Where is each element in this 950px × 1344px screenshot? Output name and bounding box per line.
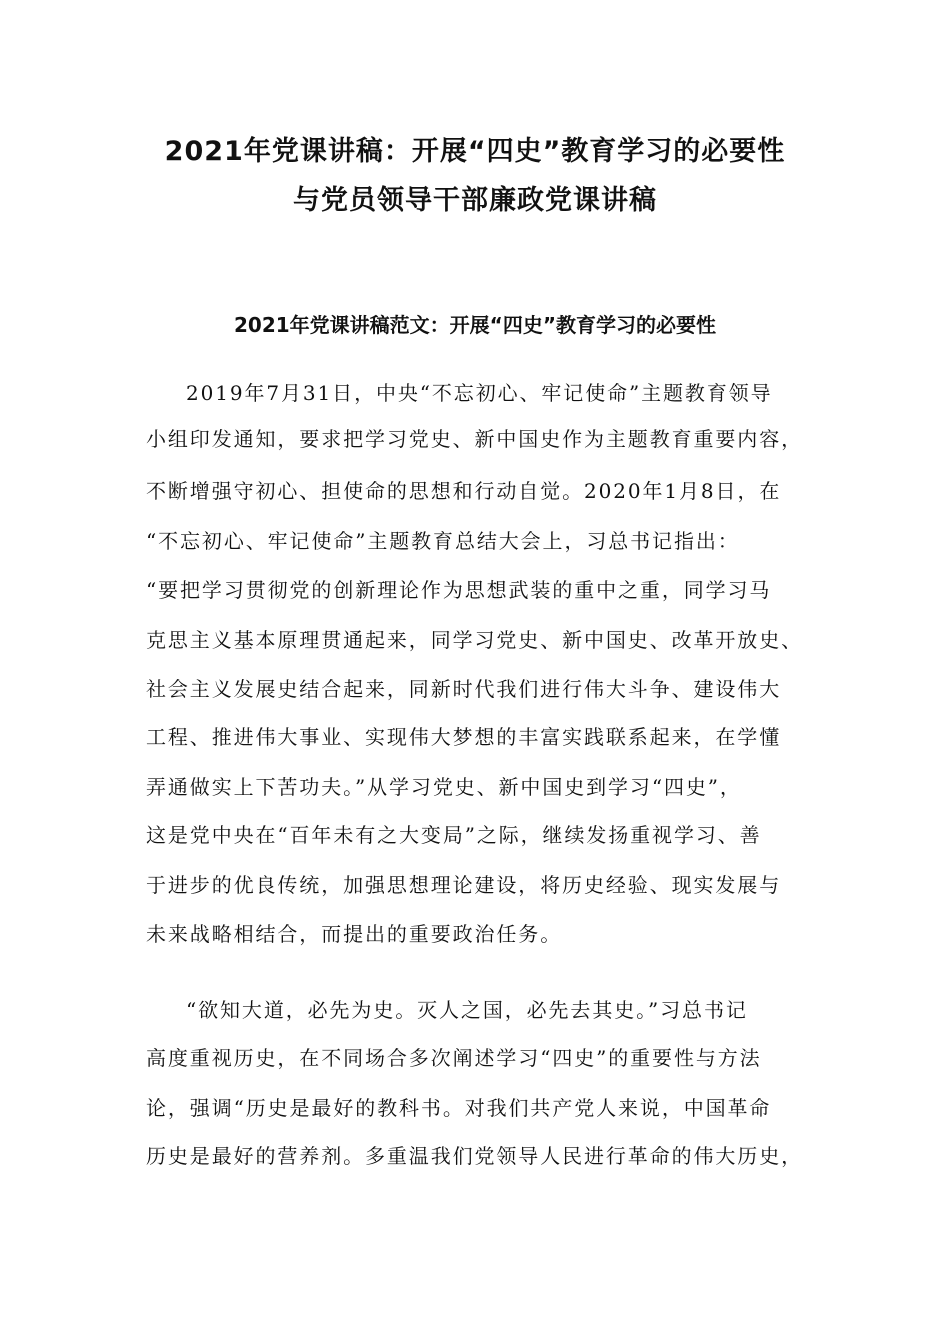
paragraph-line: 小组印发通知，要求把学习党史、新中国史作为主题教育重要内容， (146, 427, 803, 451)
paragraph-line: 于进步的优良传统，加强思想理论建设，将历史经验、现实发展与 (146, 873, 782, 897)
paragraph-line: 不断增强守初心、担使命的思想和行动自觉。2020年1月8日，在 (146, 479, 782, 503)
paragraph-line: 未来战略相结合，而提出的重要政治任务。 (146, 922, 563, 946)
paragraph-line: 社会主义发展史结合起来，同新时代我们进行伟大斗争、建设伟大 (146, 677, 782, 701)
document-title-line-2: 与党员领导干部廉政党课讲稿 (293, 185, 657, 216)
paragraph-line: 高度重视历史，在不同场合多次阐述学习“四史”的重要性与方法 (146, 1046, 762, 1070)
paragraph-line: 论，强调“历史是最好的教科书。对我们共产党人来说，中国革命 (146, 1096, 772, 1120)
paragraph-line: 历史是最好的营养剂。多重温我们党领导人民进行革命的伟大历史， (146, 1144, 803, 1168)
document-title-line-1: 2021年党课讲稿：开展“四史”教育学习的必要性 (164, 136, 786, 167)
paragraph-line: 弄通做实上下苦功夫。”从学习党史、新中国史到学习“四史”， (146, 775, 742, 799)
paragraph-line: “欲知大道，必先为史。灭人之国，必先去其史。”习总书记 (186, 998, 748, 1022)
section-title: 2021年党课讲稿范文：开展“四史”教育学习的必要性 (234, 313, 716, 337)
paragraph-line: 2019年7月31日，中央“不忘初心、牢记使命”主题教育领导 (186, 381, 773, 405)
paragraph-line: “要把学习贯彻党的创新理论作为思想武装的重中之重，同学习马 (146, 578, 772, 602)
paragraph-line: 克思主义基本原理贯通起来，同学习党史、新中国史、改革开放史、 (146, 628, 803, 652)
paragraph-line: 工程、推进伟大事业、实现伟大梦想的丰富实践联系起来，在学懂 (146, 725, 782, 749)
paragraph-line: “不忘初心、牢记使命”主题教育总结大会上，习总书记指出： (146, 529, 740, 553)
paragraph-line: 这是党中央在“百年未有之大变局”之际，继续发扬重视学习、善 (146, 823, 762, 847)
